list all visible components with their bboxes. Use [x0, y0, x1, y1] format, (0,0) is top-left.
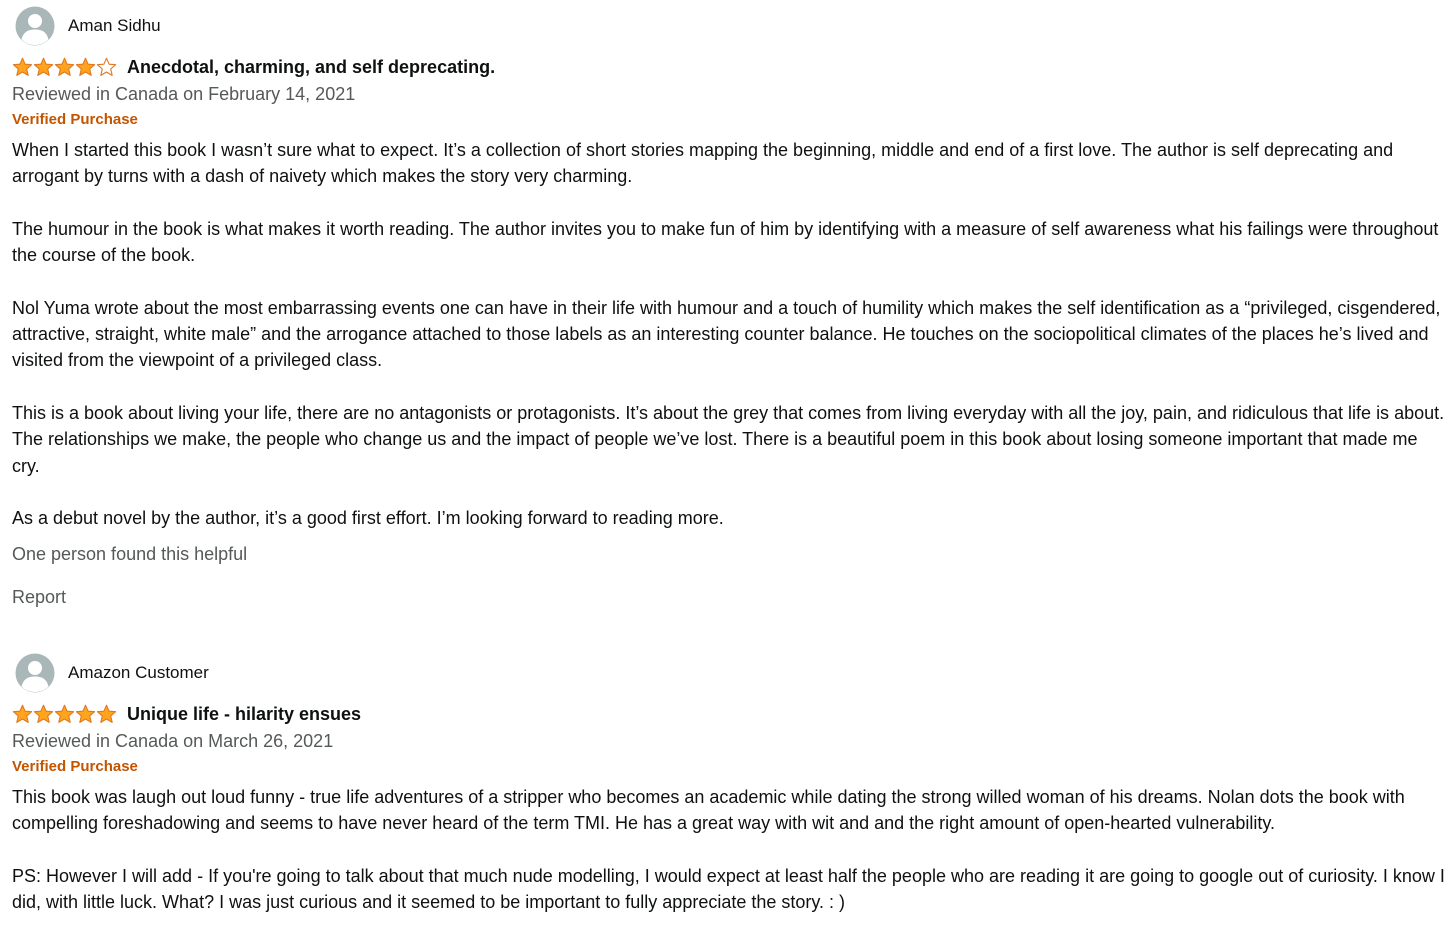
helpful-count: One person found this helpful [12, 544, 248, 565]
review-body [12, 784, 1448, 915]
star-filled-icon [75, 57, 96, 78]
star-rating[interactable] [12, 704, 117, 725]
review-paragraph: When I started this book I wasn’t sure what to expect. It’s a collection of short stories mapping the beginning, middle and end of a first love. The author is self deprecating and arrogant by turns with a dash of naivety which makes the story very charming. [12, 140, 1394, 187]
review-date: Reviewed in Canada on March 26, 2021 [12, 731, 334, 751]
review-paragraph: PS: However I will add - If you're going to talk about that much nude modelling, I would expect at least half the people who are reading it are going to google out of curiosity. I know I did, with little luck. What? I was just curious and it seemed to be important to fully appreciate the story. : ) [12, 865, 1445, 913]
review-title[interactable]: Anecdotal, charming, and self deprecating. [127, 56, 496, 77]
user-avatar-icon[interactable] [14, 653, 56, 693]
star-filled-icon [96, 704, 117, 725]
star-filled-icon [54, 57, 75, 78]
star-filled-icon [12, 57, 33, 78]
star-rating[interactable] [12, 57, 117, 78]
star-filled-icon [75, 704, 96, 725]
star-empty-icon [96, 57, 117, 78]
verified-purchase-badge[interactable]: Verified Purchase [12, 758, 138, 775]
reviewer-profile[interactable] [12, 653, 1448, 693]
review-paragraph: The humour in the book is what makes it worth reading. The author invites you to make fun of him by identifying with a measure of self awareness what his failings were throughout the course of the book. [12, 218, 1439, 266]
review-title[interactable]: Unique life - hilarity ensues [127, 703, 362, 724]
star-filled-icon [54, 704, 75, 725]
star-filled-icon [33, 704, 54, 725]
review-card [12, 6, 1448, 610]
review-paragraph: Nol Yuma wrote about the most embarrassing events one can have in their life with humour and a touch of humility which makes the self identification as a “privileged, cisgendered, attractive, straight, white male” and the arrogance attached to those labels as an interesting counter balance. He touches on the sociopolitical climates of the places he’s lived and visited from the viewpoint of a privileged class. [12, 297, 1441, 371]
review-date: Reviewed in Canada on February 14, 2021 [12, 84, 356, 104]
reviewer-name[interactable]: Amazon Customer [68, 663, 209, 682]
review-paragraph: This is a book about living your life, there are no antagonists or protagonists. It’s about the grey that comes from living everyday with all the joy, pain, and ridiculous that life is about. The relationships we make, the people who change us and the impact of people we’ve lost. There is a beautiful poem in this book about losing someone important that made me cry. [12, 402, 1445, 476]
review-body [12, 137, 1448, 531]
reviewer-name[interactable]: Aman Sidhu [68, 16, 161, 35]
review-paragraph: This book was laugh out loud funny - true life adventures of a stripper who becomes an academic while dating the strong willed woman of his dreams. Nolan dots the book with compelling foreshadowing and seems to have never heard of the term TMI. He has a great way with wit and and the right amount of open-hearted vulnerability. [12, 787, 1405, 834]
verified-purchase-badge[interactable]: Verified Purchase [12, 111, 138, 128]
user-avatar-icon[interactable] [14, 6, 56, 46]
star-filled-icon [12, 704, 33, 725]
report-link[interactable]: Report [12, 587, 67, 608]
review-paragraph: As a debut novel by the author, it’s a good first effort. I’m looking forward to reading more. [12, 508, 724, 529]
star-filled-icon [33, 57, 54, 78]
reviewer-profile[interactable] [12, 6, 1448, 46]
review-card [12, 653, 1448, 915]
